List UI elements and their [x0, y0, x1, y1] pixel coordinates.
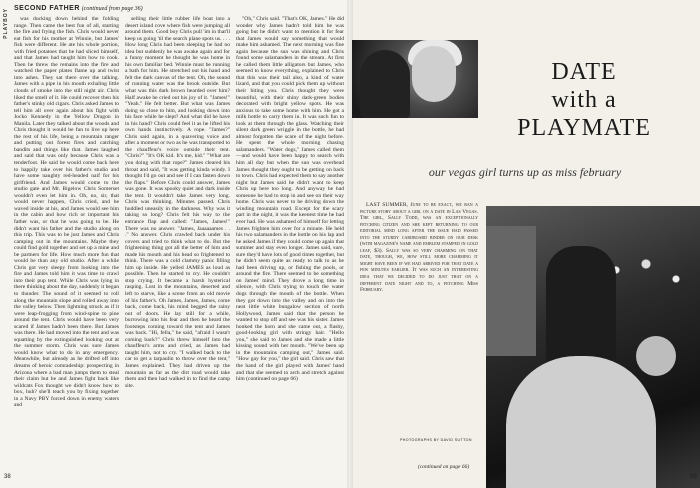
column-text: was ducking down behind the folding range. Then came the best fun of all, starting the fire and frying the fish. Chris would never eat fish for his mother at Winnie, but James' fish were different. He ate his whole portion, with fried potatoes that he had sliced himself, and that James had taught him how to cook. Then he threw the remains into the fire and watched the paper plates flame up and twist into ashes. They sat there over the talking. James with a pipe in his mouth exhaling little clouds of smoke into the still night air. Chris liked the smell of it. He could recover then his father's stinky old cigars. Chris asked James to tell him all over again about his fight with Jocko Kennedy in the Yellow Dragon in Manila. Later they talked about the woods and Chris thought it would be fun to live up here the rest of his life, being a mountain ranger and putting out forest fires and catching bandits and things like that. James laughed and said that was only because Chris was a tenderfoot. He said he would come back here to happily take over his father's studio and have some naughty red-headed naif for his girlfriend. And James would come to the studio gate and Mr. Bigelow Chris Somerset wouldn't even let him in. Oh, no, sir, that would never happen, Chris cried, and he waved inside at his, and James would see him in the cabin and how rich or important his father was, or that he was going to be. He didn't want his father and the studio along on this trip. This was to be just James and Chris camping out in the mountains. Maybe they could find gold together and set up a mine and be partners for life. How much more fun that would be than any old studio. After a while Chris got very sleepy from looking into the fire and James told him it was time to crawl into their pup tent. While Chris was lying in there thinking about the day, suddenly it began to thunder. The sound of it seemed to roll along the mountain slope and rolled away into the valley below. Then lightning struck as if it were leap-frogging from wind-spine to pine around the tent. Chris would have been very scared if James hadn't been there. But James was there. He had moved into the tent and was squatting by the extinguished looking out at the summer storm. Chris was sure James would know what to do in any emergency. Meanwhile, but already as he drifted off into dreams of heroic comradeship: prospecting in Arizona where a bad man jumps them to steal their claim but he and James fight back like wildcats Fox thought we didn't know how to box, huh? she'll teach you by fixing together in a Navy PBY forced down in enemy waters and — [14, 16, 119, 409]
magazine-vertical-label: PLAYBOY — [3, 8, 9, 39]
headline — [486, 58, 682, 142]
photo-figure — [506, 356, 656, 488]
couple-photo — [352, 40, 478, 118]
column-text: "Oh," Chris said. "That's OK, James." He did wonder why James hadn't told him he was going but he didn't want to mention it for fear that James would say something that would make him ashamed. The next morning was fine again because the sun was shining and Chris found some salamanders in the stream. At first he called them little alligators but James, who seemed to know everything, explained to Chris that this was their tail also, a kind of water lizard, and that you could pick them up without their biting you. Chris thought they were beautiful, with their shiny dark-green bodies decorated with bright yellow spots. He was anxious to take some home with him. He got a milk bottle to carry them in. It was such fun to look at them through the glass. Watching their silent dark green wriggle in the bottle, he had almost forgotten the scare of the night before. He spent the whole morning chasing salamanders. "Water dogs," James called them—and would have been happy to search with him all day but when the sun was overhead James thought they ought to be getting on back to town. Chris had expected them to say another night but James said he didn't want to keep Chris up here too long. And anyway he had someone he had to stop in and see on their way home. Chris was never to be driving down the winding mountain road. Except for the scary part in the night, it was the keenest time he had ever had. He was ashamed of himself for letting James frighten him over for a minute. He held his two salamanders in the bottle on his lap and he asked James if they could come up again that summer and stay even longer. James said, sure, sure they'd have lots of good times together, but he didn't seem quite as ready to talk to as he had been driving up, or fishing the pools, or around the fire. There seemed to be something on James' mind. They drove a long time in silence, with Chris trying to touch the water dogs through the mouth of the bottle. When they got down into the valley and on into the neat little white bungalow section of north Hollywood, James said that the person he wanted to stop off and see was his sister. James honked the horn and she came out, a flashy, good-looking girl with stringy hair. "Hello you," she said to James and she made a little kissing sound with her mouth. "We've been up in the mountains camping out," James said. "How gay for you," the girl said. Chris saw that the hand of the girl played with James' hand and that she seemed to arch and stretch against him (continued on page 66) — [236, 16, 344, 383]
headline-line-2: with a PLAYMATE — [517, 87, 651, 141]
text-column-3 — [236, 16, 344, 478]
photo-figure — [412, 46, 456, 102]
casino-photo — [486, 206, 700, 488]
intro-text-column — [360, 202, 478, 442]
subheadline: our vegas girl turns up as miss february — [428, 165, 622, 179]
continued-from: (continued from page 36) — [81, 6, 143, 12]
continued-on: (continued on page 66) — [418, 464, 470, 470]
intro-text: LAST SUMMER, June to be exact, we ran a picture story about a girl on a date in Las Vegas. The girl, Sally Todd, was an exceptionally fetching citizen and she kept returning to our editorial mind long after the issue had passed into the sturdy cardboard binder on our desk (with magazine's name and emblem stamped in gold leaf, $3). Sally was so very charming on that date, though, we, how still more charming it might have been if we had arrived for that date a few minutes earlier. It was such an interesting idea that we decided to do just that on a different date night and to, a fetching Miss February. — [360, 202, 478, 294]
page-number-right: 39 — [690, 474, 697, 480]
headline-line-1: DATE — [551, 59, 617, 85]
text-column-2 — [125, 16, 230, 478]
photo-credit: PHOTOGRAPHS BY DAVID SUTTON — [400, 438, 472, 442]
text-column-1 — [14, 16, 119, 478]
photo-figure — [360, 50, 410, 118]
column-text: selling their little rubber life boat into a desert island cove where fish were jumping all around them. Good boy Chris pull 'im in that'll keep us going 'til the search plane spots us. . . . How long Chris had been sleeping he had no idea but suddenly he was awake again and for a funny moment he thought he was home in his own familiar bed. Winnie must be running a bath for him. He stretched out his hand and felt the dark canvas of the tent. Oh, the sound of running water was the brook outside. But what was this dark brown bearded over him? Half awake he cried out his joy of it. "James!" "Yeah." He felt better. But what was James doing so close to him, and looking down into his face while he slept? And what did he have in his hand? Chris could feel it as he lifted his own hands instinctively. A rope. "James?" Chris said again, in a quavering voice and after a moment or two as he was transported to the chauffeur's voice outside their tent. "Chris?" "It's OK kid. It's me, kid." "What are you doing with that rope?" James cleared his throat and said, "It was getting kinda windy. I thought I'd go out and see if I can fasten down the flaps." Before Chris could answer, James was gone. It was spooky quiet and dark inside the tent. It wouldn't take James very long. Chris was thinking. Minutes passed. Chris huddled uneasily in the darkness. Why was it taking so long? Chris felt his way to the entrance flap and called: "James, James!" There was no answer. "James, Jaaaaaames . . ." No answer. Chris crawled back under his covers and tried to think what to do. But the frightening thing got all the better of him and made his mouth and his head so frightened to think. There was a cold clammy panic filling him up inside. He yelled JAMES as loud as possible. Then he started to cry. He couldn't stop crying. It became a harsh hysterical rasping. Lost in the mountains, deserted and left to starve, like a scene from an old movie of his father's. Oh James, James, James, come back, come back, his mind begged the rainy out of doors. He lay still for a while, burrowing into his fear and then he heard the footsteps coming toward the tent and James was back. "Hi, fella," he said, "afraid I wasn't coming back?" Chris threw himself into the chauffeur's arms and cried, as James had taught him, not to cry. "I walked back to the car to get a tarpaulin to throw over the tent," James explained. They had driven up the mountain as far as the dirt road would take them and then had walked in to find the camp site. — [125, 16, 230, 389]
page-number-left: 38 — [4, 474, 11, 480]
photo-figure — [486, 226, 536, 356]
photo-figure — [636, 336, 676, 376]
article-title: SECOND FATHER — [14, 5, 80, 12]
